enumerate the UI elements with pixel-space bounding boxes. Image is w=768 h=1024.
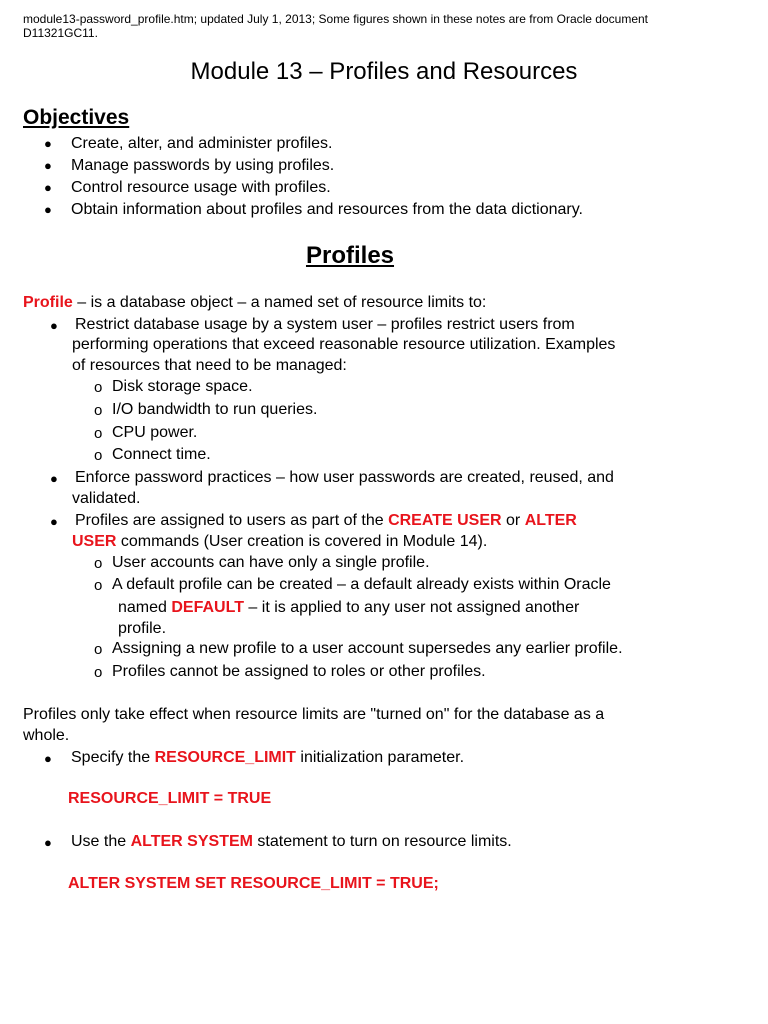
- page-title: Module 13 – Profiles and Resources: [190, 58, 578, 85]
- sub-item: Connect time.: [112, 446, 211, 463]
- profile-term: Profile: [23, 294, 73, 311]
- bullet-icon: ●: [44, 835, 52, 850]
- bullet-text-line: Profiles are assigned to users as part of the CREATE USER or ALTER: [75, 512, 577, 529]
- keyword-alter: ALTER: [524, 512, 577, 529]
- sub-item-continuation: profile.: [118, 620, 167, 637]
- keyword-default: DEFAULT: [171, 599, 244, 616]
- header-line-2: D11321GC11.: [23, 26, 98, 40]
- code-snippet: RESOURCE_LIMIT = TRUE: [68, 790, 272, 807]
- objective-item: Create, alter, and administer profiles.: [71, 135, 333, 152]
- profile-definition: Profile – is a database object – a named set of resource limits to:: [23, 294, 487, 311]
- sub-item: User accounts can have only a single profile.: [112, 554, 430, 571]
- bullet-text-line: USER commands (User creation is covered in Module 14).: [72, 533, 488, 550]
- bullet-text-line: Restrict database usage by a system user – profiles restrict users from: [75, 316, 575, 333]
- sub-item: CPU power.: [112, 424, 198, 441]
- objective-item: Obtain information about profiles and resources from the data dictionary.: [71, 201, 583, 218]
- sub-item: Disk storage space.: [112, 378, 253, 395]
- circle-bullet-icon: o: [94, 577, 103, 594]
- bullet-icon: ●: [44, 158, 52, 173]
- profiles-heading: Profiles: [305, 242, 395, 269]
- keyword-resource-limit: RESOURCE_LIMIT: [154, 749, 296, 766]
- header-line-1: module13-password_profile.htm; updated July 1, 2013; Some figures shown in these notes are from Oracle document: [23, 12, 649, 26]
- sub-item: I/O bandwidth to run queries.: [112, 401, 318, 418]
- keyword-alter-system: ALTER SYSTEM: [130, 833, 253, 850]
- paragraph-line: Profiles only take effect when resource limits are "turned on" for the database as a: [23, 706, 605, 723]
- circle-bullet-icon: o: [94, 641, 103, 658]
- objective-item: Manage passwords by using profiles.: [71, 157, 335, 174]
- bullet-text-line: Specify the RESOURCE_LIMIT initialization parameter.: [71, 749, 465, 766]
- keyword-user: USER: [72, 533, 117, 550]
- bullet-text-line: of resources that need to be managed:: [72, 357, 347, 374]
- bullet-icon: ●: [44, 751, 52, 766]
- keyword-create-user: CREATE USER: [388, 512, 502, 529]
- bullet-text-line: Use the ALTER SYSTEM statement to turn on resource limits.: [71, 833, 512, 850]
- bullet-icon: ●: [44, 136, 52, 151]
- sub-item: Assigning a new profile to a user account supersedes any earlier profile.: [112, 640, 623, 657]
- circle-bullet-icon: o: [94, 402, 103, 419]
- circle-bullet-icon: o: [94, 555, 103, 572]
- bullet-icon: ●: [44, 180, 52, 195]
- bullet-icon: ●: [50, 318, 58, 333]
- sub-item: Profiles cannot be assigned to roles or other profiles.: [112, 663, 486, 680]
- circle-bullet-icon: o: [94, 425, 103, 442]
- objectives-heading: Objectives: [23, 106, 130, 129]
- code-snippet: ALTER SYSTEM SET RESOURCE_LIMIT = TRUE;: [68, 875, 439, 892]
- paragraph-line: whole.: [23, 727, 70, 744]
- circle-bullet-icon: o: [94, 447, 103, 464]
- bullet-text-line: performing operations that exceed reasonable resource utilization. Examples: [72, 336, 616, 353]
- circle-bullet-icon: o: [94, 379, 103, 396]
- objective-item: Control resource usage with profiles.: [71, 179, 331, 196]
- sub-item: A default profile can be created – a default already exists within Oracle: [112, 576, 611, 593]
- bullet-icon: ●: [50, 514, 58, 529]
- bullet-icon: ●: [44, 202, 52, 217]
- circle-bullet-icon: o: [94, 664, 103, 681]
- bullet-text-line: Enforce password practices – how user passwords are created, reused, and: [75, 469, 614, 486]
- bullet-text-line: validated.: [72, 490, 141, 507]
- sub-item-continuation: named DEFAULT – it is applied to any user not assigned another: [118, 599, 580, 616]
- bullet-icon: ●: [50, 471, 58, 486]
